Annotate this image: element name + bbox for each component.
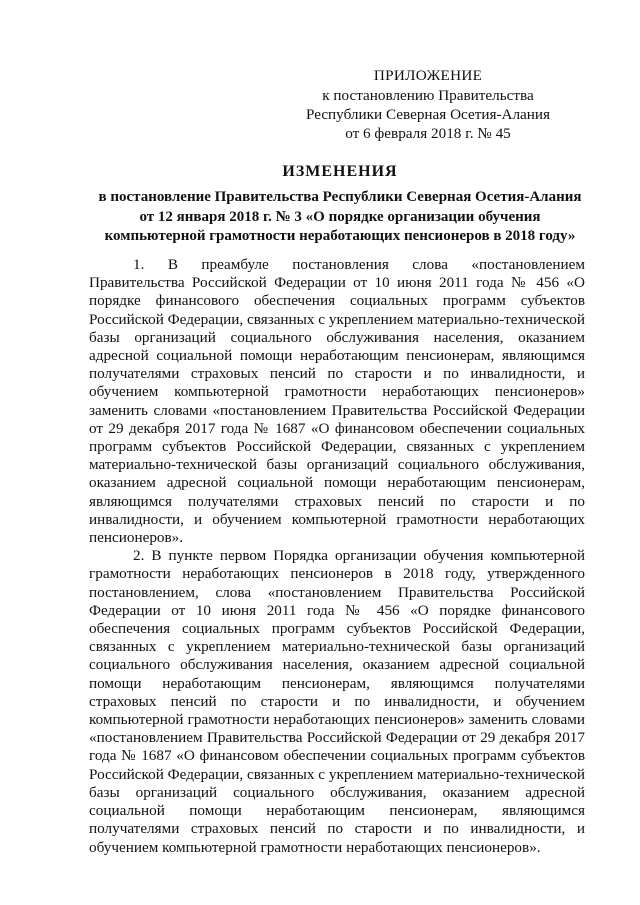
paragraph-2: 2. В пункте первом Порядка организации обучения компьютерной грамотности неработающих пенсионеров в 2018 году, утвержденного постановлением, слова «постановлением Правительства Российской Федерации от 10 июня 2011 года № 456 «О порядке финансового обеспечения социальных программ субъектов Российской Федерации, связанных с укреплением материально-технической базы организаций социального обслуживания населения, оказанием адресной социальной помощи неработающим пенсионерам, являющимся получателями страховых пенсий по старости и по инвалидности, и обучением компьютерной грамотности неработающих пенсионеров» заменить словами «постановлением Правительства Российской Федерации от 29 декабря 2017 года № 1687 «О финансовом обеспечении социальных программ субъектов Российской Федерации, связанных с укреплением материально-технической базы организаций социального обслуживания, оказанием адресной социальной помощи неработающим пенсионерам, являющимся получателями страховых пенсий по старости и по инвалидности, и обучением компьютерной грамотности неработающих пенсионеров». xyxy=(89,547,585,856)
appendix-line-1: к постановлению Правительства xyxy=(322,87,534,104)
appendix-line-2: Республики Северная Осетия-Алания xyxy=(305,106,551,123)
heading-line-2: от 12 января 2018 г. № 3 «О порядке организации обучения xyxy=(139,208,541,225)
appendix-block xyxy=(278,66,578,143)
document-body xyxy=(89,256,585,857)
heading-line-3: компьютерной грамотности неработающих пенсионеров в 2018 году» xyxy=(104,228,576,244)
document-heading xyxy=(60,161,620,247)
appendix-line-3: от 6 февраля 2018 г. № 45 xyxy=(345,125,511,142)
heading-title: ИЗМЕНЕНИЯ xyxy=(282,163,398,180)
paragraph-1: 1. В преамбуле постановления слова «постановлением Правительства Российской Федерации от 10 июня 2011 года № 456 «О порядке финансового обеспечения социальных программ субъектов Российской Федерации, связанных с укреплением материально-технической базы организаций социального обслуживания населения, оказанием адресной социальной помощи неработающим пенсионерам, являющимся получателями страховых пенсий по старости и по инвалидности, и обучением компьютерной грамотности неработающих пенсионеров» заменить словами «постановлением Правительства Российской Федерации от 29 декабря 2017 года № 1687 «О финансовом обеспечении социальных программ субъектов Российской Федерации, связанных с укреплением материально-технической базы организаций социального обслуживания, оказанием адресной социальной помощи неработающим пенсионерам, являющимся получателями страховых пенсий по старости и по инвалидности, и обучением компьютерной грамотности неработающих пенсионеров». xyxy=(89,256,585,547)
heading-line-1: в постановление Правительства Республики Северная Осетия-Алания xyxy=(98,189,582,205)
appendix-title: ПРИЛОЖЕНИЕ xyxy=(373,67,483,84)
